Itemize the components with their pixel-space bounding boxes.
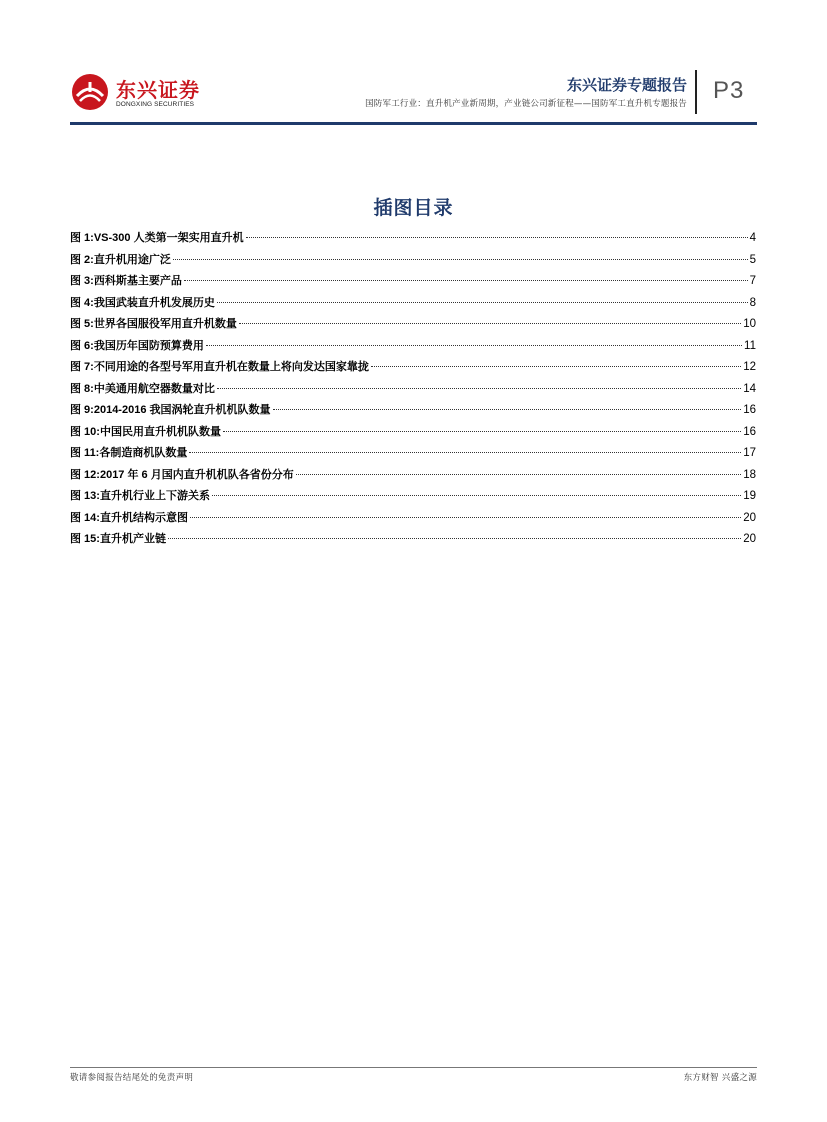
toc-entry-page: 18 [743,468,756,481]
toc-entry[interactable] [70,423,756,445]
toc-entry[interactable] [70,337,756,359]
toc-entry-label: 图 3:西科斯基主要产品 [70,275,182,287]
dot-leader [246,237,748,238]
toc-entry[interactable] [70,530,756,552]
dot-leader [371,366,741,367]
toc-entry[interactable] [70,294,756,316]
toc-entry-page: 16 [743,404,756,416]
toc-entry-label: 图 15:直升机产业链 [70,533,166,545]
toc-entry-label: 图 9:2014-2016 我国涡轮直升机机队数量 [70,404,271,416]
footer-disclaimer: 敬请参阅报告结尾处的免责声明 [70,1073,194,1083]
dot-leader [173,259,748,260]
logo-emblem-icon [70,72,110,112]
toc-entry[interactable] [70,380,756,402]
dot-leader [184,280,748,281]
footer-rule [70,1067,757,1068]
toc-entry-page: 17 [743,447,756,459]
toc-entry-label: 图 8:中美通用航空器数量对比 [70,382,215,395]
header-divider [695,70,697,114]
toc-entry-page: 5 [749,253,756,266]
dot-leader [190,517,741,518]
toc-entry-page: 20 [743,511,756,524]
report-title: 东兴证券专题报告 [566,76,687,94]
toc-entry[interactable] [70,272,756,294]
footer-slogan: 东方财智 兴盛之源 [683,1073,757,1083]
logo-english-name: DONGXING SECURITIES [116,101,195,108]
dot-leader [223,431,741,432]
dot-leader [296,474,741,475]
toc-entry-page: 20 [743,533,756,545]
report-subtitle: 国防军工行业：直升机产业新周期，产业链公司新征程——国防军工直升机专题报告 [365,99,687,109]
toc-entry-page: 4 [749,232,756,244]
toc-entry-page: 14 [743,382,756,395]
toc-entry-page: 8 [749,296,756,309]
toc-entry-label: 图 10:中国民用直升机机队数量 [70,425,221,438]
toc-entry[interactable] [70,251,756,273]
toc-entry-page: 12 [743,361,756,373]
toc-entry-page: 19 [743,490,756,502]
toc-entry-label: 图 6:我国历年国防预算费用 [70,339,204,352]
toc-entry[interactable] [70,401,756,423]
toc-entry-label: 图 7:不同用途的各型号军用直升机在数量上将向发达国家靠拢 [70,361,369,373]
toc-entry-label: 图 1:VS-300 人类第一架实用直升机 [70,232,244,244]
toc-entry-label: 图 2:直升机用途广泛 [70,253,171,266]
toc-entry-page: 10 [743,318,756,330]
dot-leader [168,538,741,539]
dot-leader [189,452,741,453]
toc-entry-label: 图 4:我国武装直升机发展历史 [70,296,215,309]
toc-entry[interactable] [70,229,756,251]
dot-leader [217,302,748,303]
toc-entry[interactable] [70,444,756,466]
toc-entry[interactable] [70,315,756,337]
logo-chinese-name: 东兴证券 [116,78,200,102]
toc-entry-page: 7 [749,275,756,287]
toc-entry-page: 11 [744,339,756,352]
dot-leader [212,495,741,496]
toc-entry[interactable] [70,466,756,488]
toc-entry[interactable] [70,487,756,509]
toc-entry-label: 图 14:直升机结构示意图 [70,511,188,524]
toc-entry-label: 图 13:直升机行业上下游关系 [70,490,210,502]
dot-leader [206,345,742,346]
toc-entry-label: 图 12:2017 年 6 月国内直升机机队各省份分布 [70,468,294,481]
toc-heading: 插图目录 [373,197,454,219]
toc-entry-label: 图 11:各制造商机队数量 [70,447,188,459]
toc-entry-label: 图 5:世界各国服役军用直升机数量 [70,318,237,330]
page-number: P3 [713,77,745,104]
figure-list [70,229,756,552]
dot-leader [239,323,741,324]
toc-entry[interactable] [70,358,756,380]
header-rule [70,122,757,125]
company-logo [70,72,200,114]
toc-entry-page: 16 [743,425,756,438]
dot-leader [273,409,742,410]
dot-leader [217,388,741,389]
toc-entry[interactable] [70,509,756,531]
